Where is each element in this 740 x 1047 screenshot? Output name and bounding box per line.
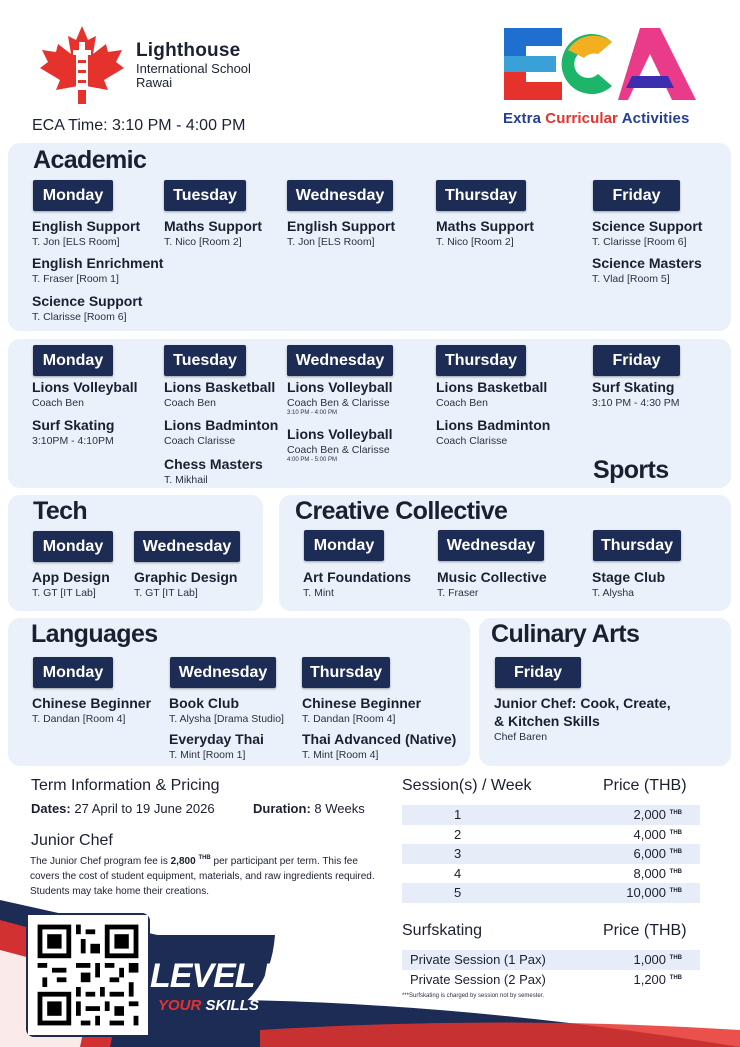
- pricing-sessions: 3: [454, 846, 462, 861]
- activity: [302, 694, 421, 726]
- creative-day-wednesday: Wednesday: [438, 530, 544, 561]
- jc-fee: 2,800: [170, 856, 196, 867]
- pricing-row: [402, 883, 700, 903]
- activity-teacher: T. Dandan [Room 4]: [302, 713, 396, 725]
- surf-pricing-row: [402, 950, 700, 970]
- pricing-table: [402, 805, 700, 903]
- activity: [592, 378, 680, 410]
- activity-name: Science Support: [592, 218, 703, 234]
- academic-day-friday: Friday: [593, 180, 680, 211]
- activity-name: Thai Advanced (Native): [302, 731, 457, 747]
- languages-day-thursday: Thursday: [302, 657, 390, 688]
- term-duration: [253, 801, 365, 816]
- eca-time-value: 3:10 PM - 4:00 PM: [112, 117, 246, 134]
- school-name: [136, 40, 251, 90]
- activity-teacher: Coach Ben: [164, 397, 216, 409]
- surf-pricing-label: Private Session (1 Pax): [410, 952, 546, 967]
- academic-day-monday: Monday: [33, 180, 113, 211]
- eca-caption: [503, 110, 689, 127]
- activity-name: Lions Badminton: [164, 417, 279, 433]
- academic-day-tuesday: Tuesday: [164, 180, 246, 211]
- activity: [436, 416, 550, 448]
- academic-title: Academic: [33, 146, 147, 174]
- activity-name: App Design: [32, 569, 110, 585]
- surf-pricing-price: [633, 972, 682, 987]
- pricing-sessions: 1: [454, 807, 462, 822]
- price-currency: THB: [669, 849, 682, 855]
- activity-name: Lions Volleyball: [287, 426, 393, 442]
- sports-day-wednesday: Wednesday: [287, 345, 393, 376]
- activity: [592, 217, 702, 249]
- surf-footnote: ***Surfskating is charged by session not by semester.: [402, 993, 545, 999]
- price-currency: THB: [669, 974, 682, 981]
- activity: [164, 455, 263, 487]
- activity-name: Lions Volleyball: [32, 379, 138, 395]
- creative-day-thursday: Thursday: [593, 530, 681, 561]
- banner-your: YOUR: [158, 997, 202, 1014]
- sports-title: Sports: [593, 456, 669, 484]
- activity-name: Lions Basketball: [436, 379, 548, 395]
- junior-chef-heading: Junior Chef: [31, 832, 113, 849]
- eca-caption-curricular: Curricular: [545, 110, 618, 127]
- activity: [32, 292, 142, 324]
- activity: [287, 217, 395, 249]
- qr-code-icon: [28, 915, 148, 1035]
- activity-name: Surf Skating: [592, 379, 675, 395]
- activity-teacher: T. Clarisse [Room 6]: [32, 311, 127, 323]
- activity: [303, 568, 411, 600]
- activity-name: Maths Support: [436, 218, 534, 234]
- sports-day-tuesday: Tuesday: [164, 345, 246, 376]
- banner-your-skills: [158, 997, 259, 1014]
- jc-text-before: The Junior Chef program fee is: [30, 856, 171, 867]
- pricing-col-price: Price (THB): [603, 777, 687, 794]
- activity-time: 3:10 PM - 4:00 PM: [287, 410, 338, 416]
- activity: [302, 730, 456, 762]
- activity-name: Maths Support: [164, 218, 262, 234]
- price-value: 8,000: [633, 865, 667, 881]
- price-value: 2,000: [633, 807, 667, 822]
- activity-name: Graphic Design: [134, 569, 238, 585]
- culinary-day-friday: Friday: [495, 657, 581, 688]
- price-value: 4,000: [633, 826, 667, 842]
- pricing-row: [402, 844, 700, 864]
- activity-teacher: T. Jon [ELS Room]: [32, 236, 120, 248]
- price-currency: THB: [669, 810, 682, 816]
- activity-teacher: Coach Ben: [436, 397, 488, 409]
- tech-day-wednesday: Wednesday: [134, 531, 240, 562]
- activity-time: 4:00 PM - 5:00 PM: [287, 457, 338, 463]
- activity-name: Science Support: [32, 293, 143, 309]
- pricing-sessions: 4: [454, 865, 462, 881]
- term-dates: [31, 801, 215, 816]
- activity-name: English Enrichment: [32, 255, 164, 271]
- activity-teacher: T. GT [IT Lab]: [134, 587, 198, 599]
- activity: [437, 568, 547, 600]
- activity-name: Junior Chef: Cook, Create,: [494, 695, 671, 711]
- activity-teacher: Coach Ben & Clarisse: [287, 444, 390, 456]
- qr-code[interactable]: [26, 913, 150, 1037]
- jc-text-after: per participant per term. This fee covers the cost of student equipment, materials, and raw ingredients required. Students may take home their creations.: [30, 856, 375, 897]
- surf-pricing-col-label: Surfskating: [402, 922, 483, 939]
- pricing-row: [402, 864, 700, 884]
- school-name-line3: Rawai: [136, 75, 173, 90]
- jc-fee-unit: THB: [198, 855, 211, 861]
- sports-day-thursday: Thursday: [436, 345, 526, 376]
- activity-name: Stage Club: [592, 569, 666, 585]
- academic-day-thursday: Thursday: [436, 180, 526, 211]
- pricing-price: [633, 846, 682, 861]
- activity: [592, 254, 702, 286]
- languages-title: Languages: [31, 620, 158, 648]
- activity-name: Lions Basketball: [164, 379, 276, 395]
- eca-logo: [500, 24, 700, 104]
- surf-pricing-table: [402, 950, 700, 989]
- surf-pricing-price: [633, 952, 682, 967]
- price-currency: THB: [669, 829, 682, 836]
- price-currency: THB: [669, 888, 682, 894]
- pricing-sessions: 5: [454, 885, 462, 900]
- activity-teacher: T. Nico [Room 2]: [164, 236, 242, 248]
- activity: [32, 254, 163, 286]
- activity-teacher: Coach Ben: [32, 397, 84, 409]
- activity: [287, 378, 393, 416]
- activity-name: Art Foundations: [303, 569, 412, 585]
- activity-name: Book Club: [169, 695, 239, 711]
- price-value: 6,000: [633, 846, 667, 861]
- surf-pricing-label: Private Session (2 Pax): [410, 971, 546, 987]
- pricing-price: [626, 885, 682, 900]
- sports-day-monday: Monday: [33, 345, 113, 376]
- activity-name: Chinese Beginner: [302, 695, 422, 711]
- pricing-row: [402, 805, 700, 825]
- activity-teacher: T. Alysha: [592, 587, 635, 599]
- activity-teacher: T. Mint [Room 1]: [169, 749, 246, 761]
- banner-skills: SKILLS: [201, 997, 259, 1014]
- activity-teacher: Coach Clarisse: [436, 435, 508, 447]
- creative-title: Creative Collective: [295, 497, 508, 525]
- activity: [134, 568, 237, 600]
- activity-teacher: T. Fraser [Room 1]: [32, 273, 119, 285]
- banner-level-up: LEVEL UP: [150, 957, 308, 995]
- eca-time: [32, 117, 245, 135]
- activity: [592, 568, 665, 600]
- activity-teacher: Chef Baren: [494, 731, 548, 743]
- languages-day-wednesday: Wednesday: [170, 657, 276, 688]
- activity-teacher: Coach Ben & Clarisse: [287, 397, 390, 409]
- pricing-sessions: 2: [454, 826, 462, 842]
- activity: [32, 378, 138, 410]
- term-dates-label: Dates:: [31, 801, 71, 816]
- activity-name: English Support: [287, 218, 396, 234]
- eca-caption-extra: Extra: [503, 110, 546, 127]
- activity: [32, 416, 114, 448]
- pricing-price: [633, 827, 682, 842]
- activity: [436, 217, 534, 249]
- tech-day-monday: Monday: [33, 531, 113, 562]
- term-dates-value: 27 April to 19 June 2026: [74, 801, 215, 816]
- activity-name: Music Collective: [437, 569, 547, 585]
- activity: [169, 694, 284, 726]
- sports-day-friday: Friday: [593, 345, 680, 376]
- activity-name: Chinese Beginner: [32, 695, 152, 711]
- activity-name: Lions Badminton: [436, 417, 551, 433]
- surf-pricing-col-price: Price (THB): [603, 922, 687, 939]
- activity-name: Chess Masters: [164, 456, 263, 472]
- activity-name-cont: & Kitchen Skills: [494, 713, 600, 729]
- activity: [32, 694, 151, 726]
- price-value: 1,200: [633, 971, 667, 987]
- culinary-title: Culinary Arts: [491, 620, 640, 648]
- activity: [164, 378, 275, 410]
- activity: [32, 568, 110, 600]
- activity-teacher: T. Jon [ELS Room]: [287, 236, 375, 248]
- maple-leaf-lighthouse-logo: [36, 24, 128, 106]
- junior-chef-description: [30, 851, 380, 899]
- activity: [169, 730, 264, 762]
- activity-name: Lions Volleyball: [287, 379, 393, 395]
- activity-name: Science Masters: [592, 255, 702, 271]
- price-value: 10,000: [626, 885, 667, 900]
- pricing-price: [633, 866, 682, 881]
- term-heading: Term Information & Pricing: [31, 777, 220, 794]
- activity-teacher: T. Clarisse [Room 6]: [592, 236, 687, 248]
- activity-teacher: 3:10PM - 4:10PM: [32, 435, 114, 447]
- pricing-price: [633, 807, 682, 822]
- activity: [164, 217, 262, 249]
- activity: [32, 217, 140, 249]
- activity-teacher: T. GT [IT Lab]: [32, 587, 96, 599]
- pricing-row: [402, 825, 700, 845]
- activity-teacher: T. Mint: [303, 587, 334, 599]
- activity-name: Everyday Thai: [169, 731, 264, 747]
- term-duration-label: Duration:: [253, 801, 311, 816]
- price-currency: THB: [669, 955, 682, 961]
- activity-teacher: 3:10 PM - 4:30 PM: [592, 397, 680, 409]
- tech-title: Tech: [33, 497, 88, 525]
- term-duration-value: 8 Weeks: [314, 801, 365, 816]
- activity-teacher: T. Dandan [Room 4]: [32, 713, 126, 725]
- activity: [494, 694, 671, 744]
- activity-teacher: T. Mint [Room 4]: [302, 749, 379, 761]
- eca-time-label: ECA Time:: [32, 117, 108, 134]
- activity-teacher: T. Mikhail: [164, 474, 208, 486]
- creative-day-monday: Monday: [304, 530, 384, 561]
- activity-teacher: T. Nico [Room 2]: [436, 236, 514, 248]
- activity-teacher: T. Alysha [Drama Studio]: [169, 713, 284, 725]
- academic-day-wednesday: Wednesday: [287, 180, 393, 211]
- price-currency: THB: [669, 868, 682, 875]
- price-value: 1,000: [633, 952, 667, 967]
- activity-teacher: T. Fraser: [437, 587, 479, 599]
- surf-pricing-row: [402, 970, 700, 990]
- pricing-col-sessions: Session(s) / Week: [402, 777, 532, 794]
- activity-name: Surf Skating: [32, 417, 115, 433]
- activity: [164, 416, 278, 448]
- school-name-line2: International School: [136, 61, 251, 76]
- languages-day-monday: Monday: [33, 657, 113, 688]
- eca-caption-activities: Activities: [618, 110, 690, 127]
- activity-name: English Support: [32, 218, 141, 234]
- activity-teacher: T. Vlad [Room 5]: [592, 273, 670, 285]
- school-name-line1: Lighthouse: [136, 40, 241, 61]
- activity: [436, 378, 547, 410]
- activity-teacher: Coach Clarisse: [164, 435, 236, 447]
- activity: [287, 425, 393, 463]
